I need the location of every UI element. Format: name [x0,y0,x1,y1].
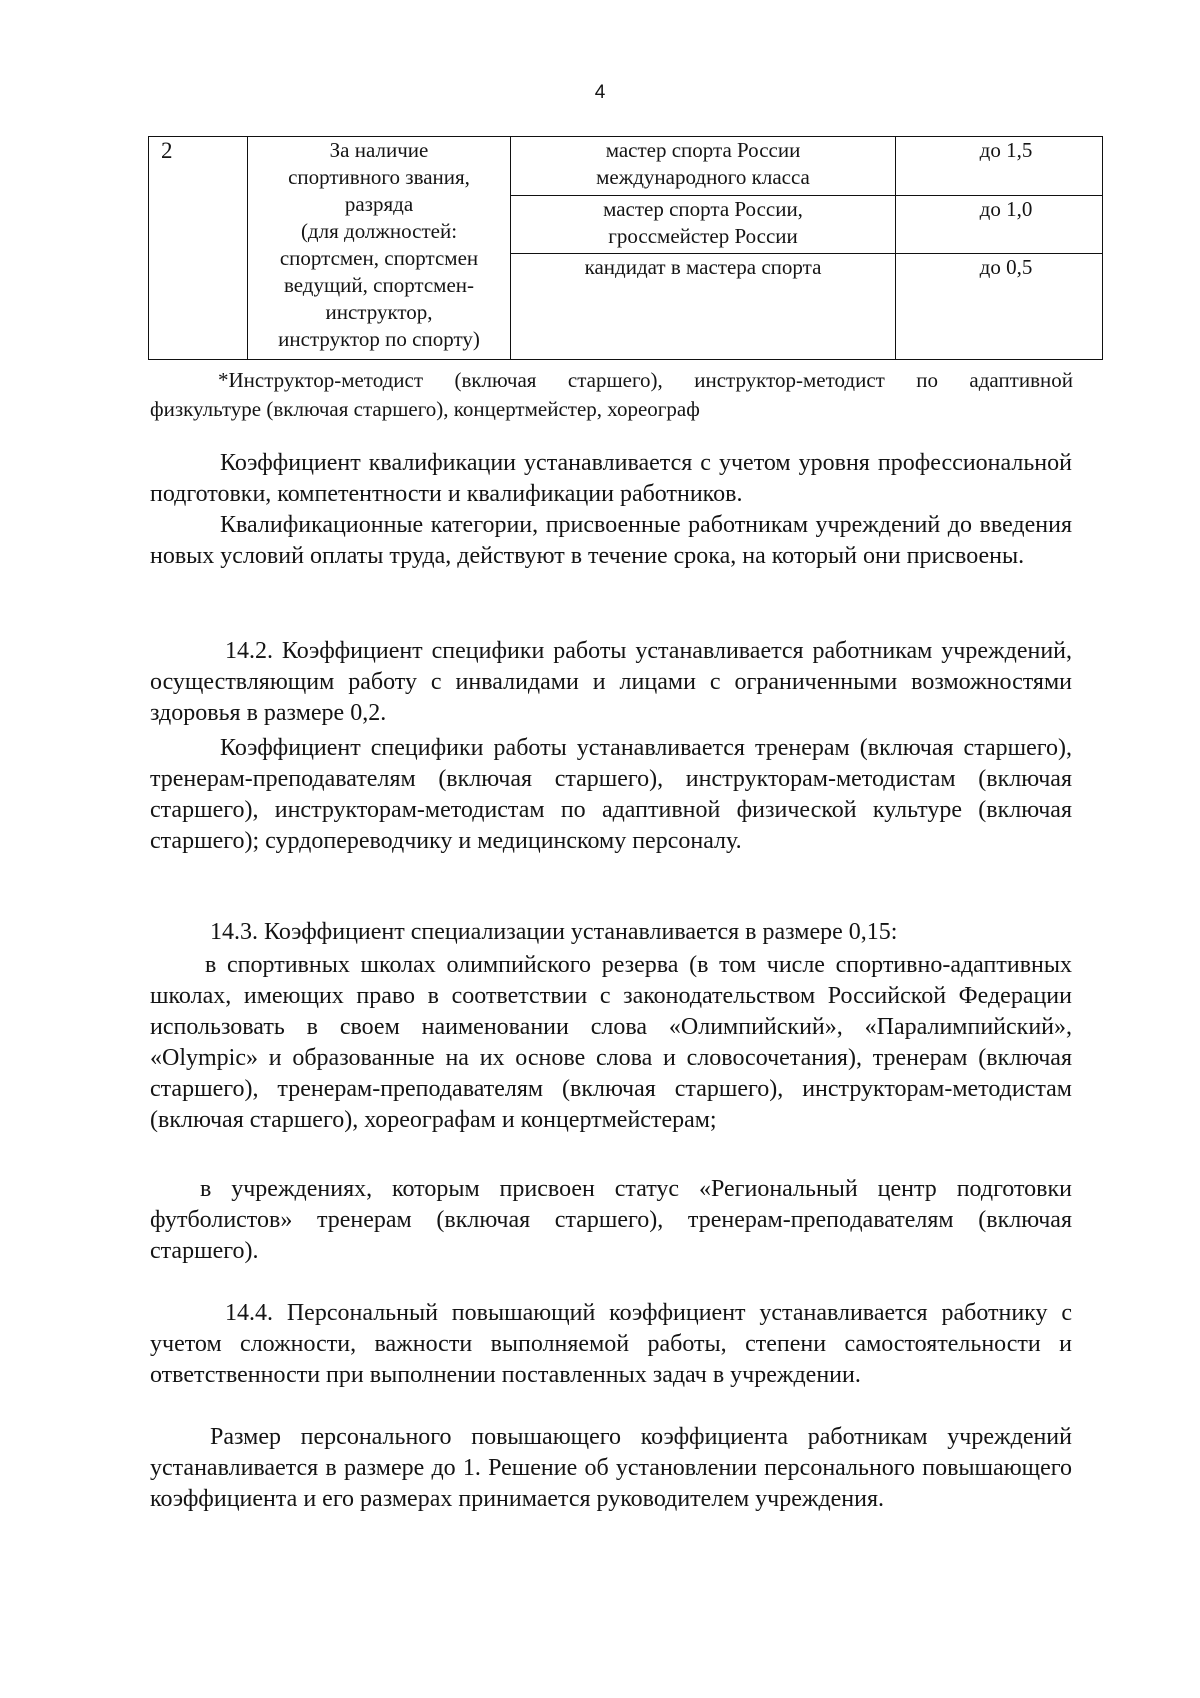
coefficient-table [148,136,1103,360]
title-line: гроссмейстер России [608,223,798,248]
paragraph-categories: Квалификационные категории, присвоенные работникам учреждений до введения новых условий оплаты труда, действуют в течение срока, на который они присвоены. [150,512,1072,569]
criterion-line: ведущий, спортсмен- [283,273,475,297]
value-cell: до 1,5 [896,137,1103,196]
title-cell [511,137,896,196]
paragraph-football-center: в учреждениях, которым присвоен статус «Региональный центр подготовки футболистов» тренерам (включая старшего), тренерам-преподавателям (включая старшего). [150,1176,1072,1264]
footnote-line: физкультуре (включая старшего), концертмейстер, хореограф [150,397,700,421]
title-line: мастер спорта России [605,138,801,162]
title-line: международного класса [596,165,810,189]
criterion-line: инструктор, [325,300,433,324]
criterion-line: спортивного звания, [288,165,470,189]
criterion-line: инструктор по спорту) [278,327,480,351]
table-row [149,137,1103,196]
title-line: кандидат в мастера спорта [584,255,822,280]
paragraph-specifics: Коэффициент специфики работы устанавливается тренерам (включая старшего), тренерам-преподавателям (включая старшего), инструкторам-методистам (включая старшего), инструкторам-методистам по адаптивной физической культуре (включая старшего); сурдопереводчику и медицинскому персоналу. [150,735,1072,854]
paragraph-14-3: 14.3. Коэффициент специализации устанавливается в размере 0,15: [210,919,898,945]
value-cell: до 1,0 [896,195,1103,254]
paragraph-olympic-schools: в спортивных школах олимпийского резерва (в том числе спортивно-адаптивных школах, имеющих право в соответствии с законодательством Российской Федерации использовать в своем наименовании слова «Олимпийский», «Паралимпийский», «Olympic» и образованные на их основе слова и словосочетания), тренерам (включая старшего), тренерам-преподавателям (включая старшего), инструкторам-методистам (включая старшего), хореографам и концертмейстерам; [150,952,1072,1133]
criterion-line: спортсмен, спортсмен [279,246,479,270]
paragraph-personal-coefficient: Размер персонального повышающего коэффициента работникам учреждений устанавливается в размере до 1. Решение об установлении персонального повышающего коэффициента и его размерах принимается руководителем учреждения. [150,1424,1072,1512]
row-number-cell: 2 [149,137,248,360]
title-cell [511,195,896,254]
page-number: 4 [594,82,606,103]
title-cell [511,254,896,360]
criterion-line: (для должностей: [300,219,458,243]
criterion-line: За наличие [329,138,429,162]
criterion-line: разряда [344,192,414,216]
title-line: мастер спорта России, [603,196,803,221]
criterion-cell [248,137,511,360]
paragraph-14-4: 14.4. Персональный повышающий коэффициент устанавливается работнику с учетом сложности, важности выполняемой работы, степени самостоятельности и ответственности при выполнении поставленных задач в учреждении. [150,1300,1072,1388]
footnote-line: *Инструктор-методист (включая старшего), инструктор-методист по адаптивной [218,368,1073,392]
table-footnote [150,366,1073,424]
paragraph-14-2: 14.2. Коэффициент специфики работы устанавливается работникам учреждений, осуществляющим работу с инвалидами и лицами с ограниченными возможностями здоровья в размере 0,2. [150,638,1072,726]
paragraph-qualification: Коэффициент квалификации устанавливается с учетом уровня профессиональной подготовки, компетентности и квалификации работников. [150,450,1072,507]
value-cell: до 0,5 [896,254,1103,360]
